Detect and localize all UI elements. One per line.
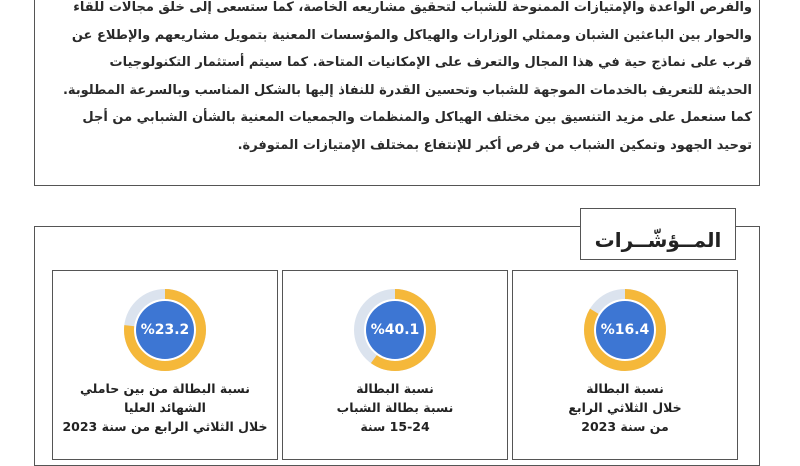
intro-line: الحديثة للتعريف بالخدمات الموجهة للشباب وتحسين القدرة للنفاذ إليها بالشكل المناسب وبالسرعة المطلوبة. bbox=[62, 82, 752, 98]
caption-line: 15-24 سنة bbox=[360, 419, 430, 434]
intro-line: والفرص الواعدة والإمتيازات الممنوحة للشباب لتحقيق مشاريعه الخاصة، كما ستسعى إلى خلق مجالات للقاء bbox=[73, 0, 752, 15]
caption-line: نسبة البطالة bbox=[586, 381, 664, 396]
intro-line: توحيد الجهود وتمكين الشباب من فرص أكبر للإنتفاع بمختلف الإمتيازات المتوفرة. bbox=[237, 137, 752, 153]
gauge-graduates bbox=[122, 287, 208, 373]
indicator-caption bbox=[283, 379, 507, 436]
indicators-title-frame bbox=[580, 208, 736, 260]
intro-line: كما سنعمل على مزيد التنسيق بين مختلف الهياكل والمنظمات والجمعيات المعنية بالشأن الشبابي من أجل bbox=[82, 110, 752, 125]
gauge-overall bbox=[582, 287, 668, 373]
intro-line: قرب على نماذج حية في هذا المجال والتعرف على الإمكانيات المتاحة. كما سيتم أستثمار التكنولوجيات bbox=[109, 55, 752, 70]
caption-line: خلال الثلاثي الرابع من سنة 2023 bbox=[62, 419, 268, 434]
gauge-value: %16.4 bbox=[600, 322, 650, 338]
caption-line: من سنة 2023 bbox=[581, 419, 669, 434]
intro-line: والحوار بين الباعثين الشبان وممثلي الوزارات والهياكل والمؤسسات المعنية بتمويل مشاريعهم والإطلاع عن bbox=[71, 27, 752, 43]
indicator-card-graduates bbox=[52, 270, 278, 460]
indicators-title: المــؤشّــرات bbox=[594, 228, 722, 252]
gauge-value: %40.1 bbox=[370, 322, 420, 338]
indicator-card-youth bbox=[282, 270, 508, 460]
indicator-caption bbox=[53, 379, 277, 436]
caption-line: نسبة بطالة الشباب bbox=[336, 400, 454, 415]
indicator-caption bbox=[513, 379, 737, 436]
gauge-youth bbox=[352, 287, 438, 373]
caption-line: الشهائد العليا bbox=[124, 400, 206, 415]
indicator-card-overall bbox=[512, 270, 738, 460]
gauge-value: %23.2 bbox=[140, 322, 190, 338]
caption-line: نسبة البطالة bbox=[356, 381, 434, 396]
caption-line: خلال الثلاثي الرابع bbox=[568, 400, 682, 415]
caption-line: نسبة البطالة من بين حاملي bbox=[80, 381, 250, 396]
intro-paragraph bbox=[44, 0, 752, 159]
